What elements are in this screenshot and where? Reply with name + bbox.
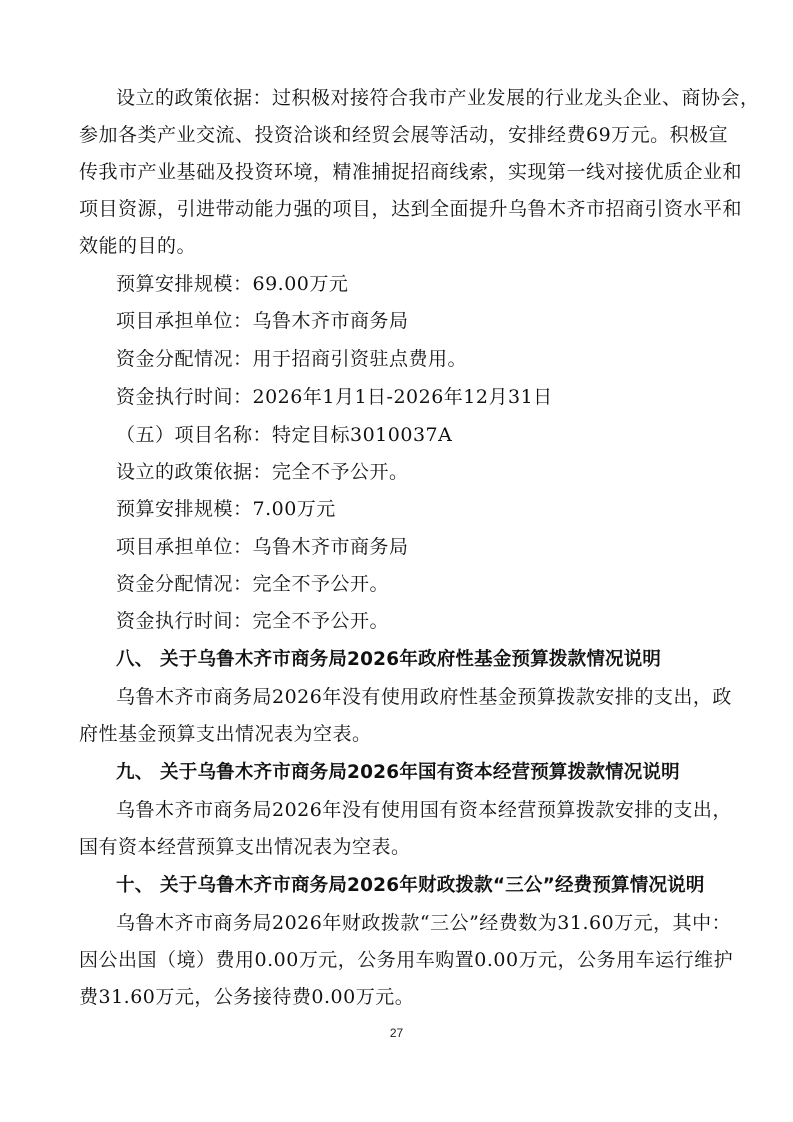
section-ten-heading: 十、 关于乌鲁木齐市商务局2026年财政拨款“三公”经费预算情况说明: [116, 875, 705, 896]
section-ten-body-line-2: 因公出国（境）费用0.00万元，公务用车购置0.00万元，公务用车运行维护: [79, 949, 734, 971]
responsible-unit-line: 项目承担单位：乌鲁木齐市商务局: [116, 310, 409, 332]
page-number: 27: [389, 1026, 404, 1040]
fund-execution-time-line: 资金执行时间：2026年1月1日-2026年12月31日: [116, 386, 553, 408]
section-eight-body-line-2: 府性基金预算支出情况表为空表。: [79, 723, 372, 745]
section-ten-body-line-3: 费31.60万元，公务接待费0.00万元。: [79, 986, 415, 1008]
fund-allocation-line: 资金分配情况：用于招商引资驻点费用。: [116, 348, 468, 370]
policy-basis-line-1: 设立的政策依据：过积极对接符合我市产业发展的行业龙头企业、商协会，: [116, 87, 760, 109]
section-ten-body-line-1: 乌鲁木齐市商务局2026年财政拨款“三公”经费数为31.60万元，其中：: [116, 912, 732, 934]
section-nine-body-line-1: 乌鲁木齐市商务局2026年没有使用国有资本经营预算拨款安排的支出，: [116, 799, 732, 821]
section-nine-body-line-2: 国有资本经营预算支出情况表为空表。: [79, 836, 411, 858]
section-eight-body-line-1: 乌鲁木齐市商务局2026年没有使用政府性基金预算拨款安排的支出，政: [116, 686, 732, 708]
policy-basis-line-5: 效能的目的。: [79, 235, 197, 257]
policy-basis-line-4: 项目资源，引进带动能力强的项目，达到全面提升乌鲁木齐市招商引资水平和: [79, 198, 743, 220]
fund-execution-undisclosed-line: 资金执行时间：完全不予公开。: [116, 610, 390, 632]
fund-allocation-undisclosed-line: 资金分配情况：完全不予公开。: [116, 573, 390, 595]
project-name-line: （五）项目名称：特定目标3010037A: [116, 424, 453, 446]
budget-scale-line: 预算安排规模：69.00万元: [116, 273, 349, 295]
policy-basis-line-2: 参加各类产业交流、投资洽谈和经贸会展等活动，安排经费69万元。积极宣: [79, 124, 729, 146]
responsible-unit-line-2: 项目承担单位：乌鲁木齐市商务局: [116, 536, 409, 558]
budget-scale-line-2: 预算安排规模：7.00万元: [116, 498, 336, 520]
policy-basis-undisclosed-line: 设立的政策依据：完全不予公开。: [116, 461, 409, 483]
section-nine-heading: 九、 关于乌鲁木齐市商务局2026年国有资本经营预算拨款情况说明: [116, 762, 680, 783]
section-eight-heading: 八、 关于乌鲁木齐市商务局2026年政府性基金预算拨款情况说明: [116, 649, 662, 670]
policy-basis-line-3: 传我市产业基础及投资环境，精准捕捉招商线索，实现第一线对接优质企业和: [79, 161, 743, 183]
